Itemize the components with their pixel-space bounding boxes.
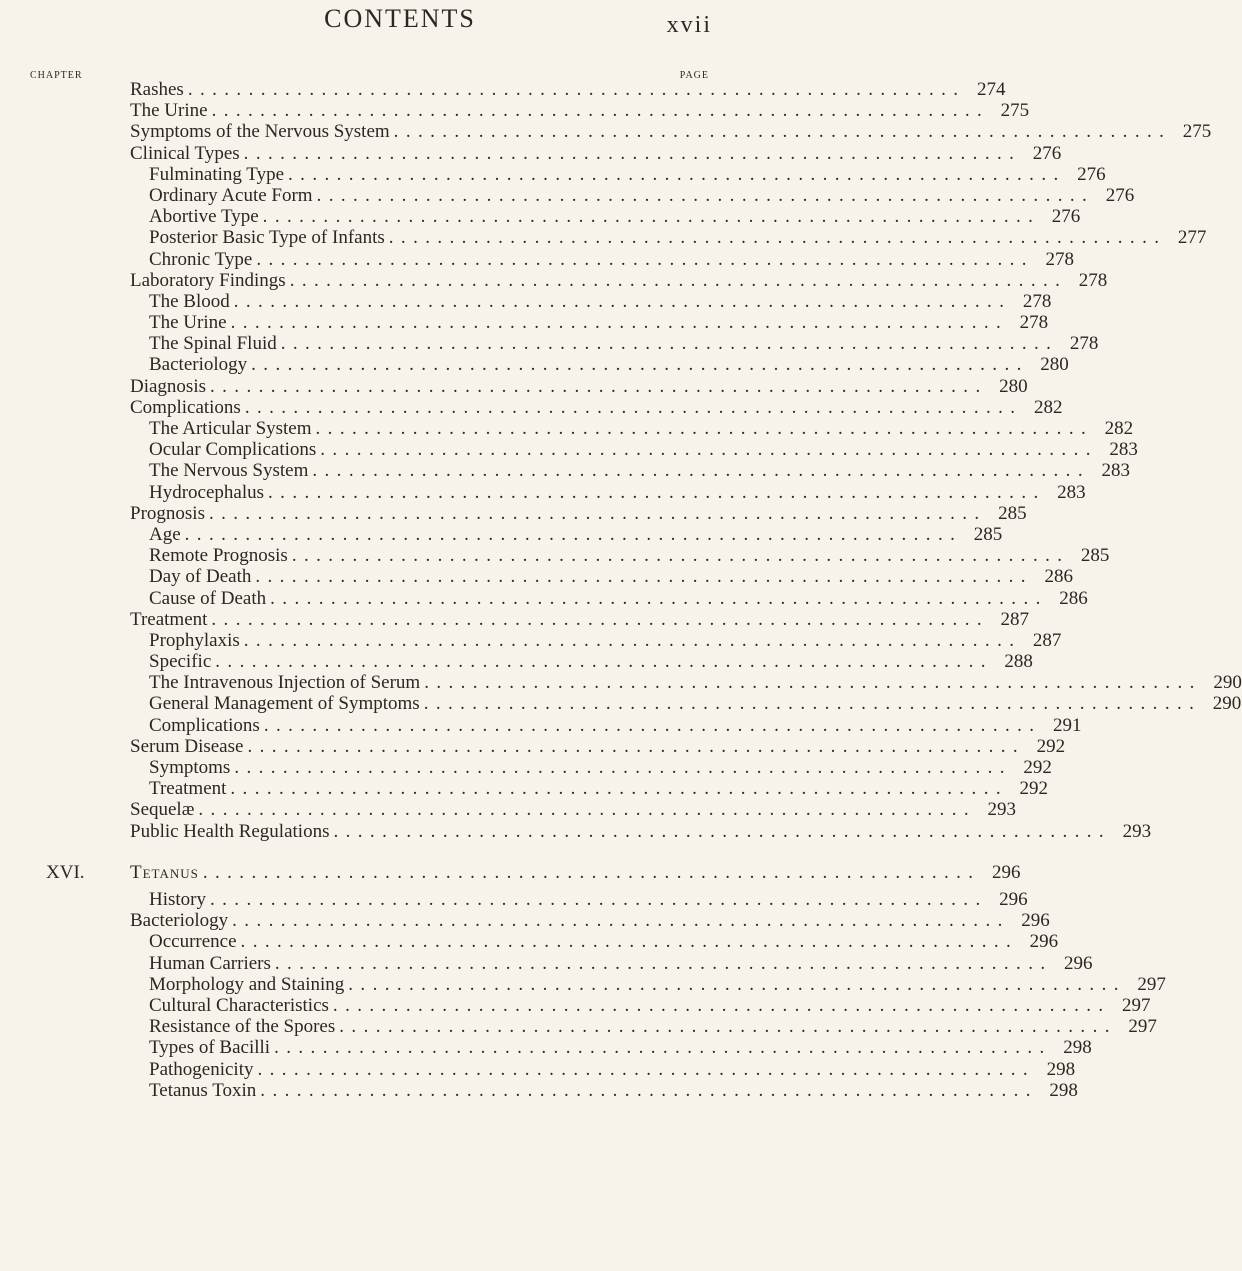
- toc-entry-title: The Intravenous Injection of Serum: [149, 672, 421, 694]
- toc-entry: [130, 545, 1110, 567]
- toc-entry: [130, 375, 1028, 397]
- dot-leader: ................................................................: [393, 121, 1172, 143]
- toc-entry-title: The Nervous System: [149, 460, 309, 482]
- toc-entry: [130, 735, 1066, 757]
- toc-entry-title: Symptoms: [149, 757, 231, 778]
- dot-leader: ................................................................: [184, 523, 963, 545]
- toc-entry-page: 276: [1051, 206, 1081, 228]
- toc-entry-title: General Management of Symptoms: [149, 693, 420, 715]
- toc-entry: [130, 566, 1073, 588]
- dot-leader: ................................................................: [424, 672, 1202, 694]
- toc-entry-title: Human Carriers: [149, 952, 271, 974]
- dot-leader: ................................................................: [315, 418, 1094, 439]
- dot-leader: ................................................................: [211, 100, 990, 122]
- toc-entry: [130, 587, 1088, 609]
- toc-entry-title: Occurrence: [149, 931, 237, 953]
- toc-entry-page: 297: [1128, 1016, 1157, 1038]
- toc-entry: [130, 778, 1049, 800]
- toc-entry: [130, 714, 1082, 736]
- dot-leader: ................................................................: [240, 931, 1019, 953]
- toc-entry-page: 297: [1137, 973, 1166, 995]
- toc-entry-page: 287: [1000, 608, 1030, 630]
- toc-entry-title: Bacteriology: [130, 910, 229, 932]
- toc-entry: [130, 354, 1069, 376]
- dot-leader: ................................................................: [423, 693, 1202, 715]
- toc-entry-title: Pathogenicity: [149, 1058, 254, 1080]
- dot-leader: ................................................................: [289, 269, 1068, 291]
- toc-entry: [130, 502, 1027, 524]
- toc-entry-title: Bacteriology: [149, 354, 248, 376]
- toc-entry-title: Diagnosis: [130, 375, 206, 397]
- toc-entry-title: The Blood: [149, 290, 230, 312]
- dot-leader: ................................................................: [291, 545, 1070, 567]
- dot-leader: ................................................................: [243, 629, 1022, 651]
- toc-entry-page: 298: [1049, 1079, 1078, 1101]
- dot-leader: ................................................................: [263, 714, 1042, 736]
- toc-section-b: [46, 856, 1166, 1101]
- toc-entry-page: 282: [1104, 418, 1134, 439]
- toc-entry: [130, 206, 1081, 228]
- toc-entry-page: 292: [1036, 735, 1066, 757]
- toc-entry-page: 298: [1063, 1037, 1092, 1059]
- toc-entry-page: 285: [973, 523, 1003, 545]
- toc-entry: [130, 460, 1130, 482]
- toc-entry: [130, 333, 1099, 355]
- toc-entry: [130, 121, 1212, 143]
- toc-entry-title: Prognosis: [130, 502, 205, 524]
- dot-leader: ................................................................: [208, 502, 987, 524]
- dot-leader: ................................................................: [255, 566, 1033, 588]
- page-column-label: PAGE: [679, 70, 709, 81]
- toc-entry: [130, 100, 1030, 122]
- toc-entry-title: The Articular System: [149, 418, 312, 439]
- dot-leader: ................................................................: [274, 952, 1053, 974]
- dot-leader: ................................................................: [230, 312, 1009, 334]
- toc-entry-page: 278: [1045, 248, 1074, 270]
- header-title: CONTENTS: [324, 4, 476, 33]
- toc-entry: [130, 396, 1063, 418]
- toc-entry: [130, 439, 1138, 461]
- toc-entry: [130, 184, 1135, 206]
- toc-entry: [130, 629, 1062, 651]
- toc-entry-page: 276: [1077, 163, 1106, 185]
- dot-leader: ................................................................: [232, 910, 1010, 932]
- toc-entry-page: 277: [1177, 227, 1207, 249]
- toc-entry: [130, 973, 1166, 995]
- chapter-page: 296: [991, 862, 1021, 883]
- chapter-number: XVI.: [46, 862, 85, 883]
- toc-entry-title: Posterior Basic Type of Infants: [149, 227, 385, 249]
- chapter-column-label: CHAPTER: [30, 70, 83, 81]
- toc-entry-page: 276: [1105, 184, 1135, 206]
- dot-leader: ................................................................: [270, 587, 1048, 609]
- toc-entry-title: Treatment: [149, 778, 227, 800]
- dot-leader: ................................................................: [320, 439, 1098, 461]
- toc-entry: [130, 290, 1052, 312]
- toc-entry: [130, 931, 1059, 953]
- toc-entry-title: Fulminating Type: [149, 163, 285, 185]
- toc-entry-page: 290: [1212, 693, 1242, 715]
- toc-entry: [130, 889, 1028, 910]
- toc-entry-title: Sequelæ: [130, 799, 195, 821]
- toc-entry-title: Ordinary Acute Form: [149, 184, 313, 206]
- toc-entry-page: 286: [1044, 566, 1073, 588]
- toc-entry: [130, 418, 1134, 439]
- toc-entry-title: Serum Disease: [130, 735, 244, 757]
- dot-leader: ................................................................: [230, 778, 1009, 800]
- toc-entry-title: Hydrocephalus: [149, 481, 265, 503]
- dot-leader: ................................................................: [256, 248, 1034, 270]
- toc-entry-title: History: [149, 889, 206, 910]
- dot-leader: ................................................................: [210, 889, 988, 910]
- toc-entry: [130, 820, 1152, 842]
- toc-entry: [130, 757, 1052, 778]
- toc-entry-title: Tetanus Toxin: [149, 1079, 257, 1101]
- toc-entry: [130, 1037, 1092, 1059]
- dot-leader: ................................................................: [244, 396, 1023, 418]
- toc-entry-page: 278: [1069, 333, 1099, 355]
- toc-entry: [130, 799, 1016, 821]
- dot-leader: ................................................................: [210, 375, 988, 397]
- toc-entry-title: Specific: [149, 651, 212, 673]
- chapter-heading-row: [46, 856, 1021, 889]
- toc-entry-page: 285: [998, 502, 1027, 524]
- toc-entry-title: Ocular Complications: [149, 439, 317, 461]
- toc-entry-page: 286: [1059, 587, 1088, 609]
- dot-leader: ................................................................: [198, 799, 976, 821]
- toc-entry-title: Treatment: [130, 608, 208, 630]
- toc-entry-title: Clinical Types: [130, 142, 240, 164]
- dot-leader: ................................................................: [316, 184, 1095, 206]
- toc-entry-page: 278: [1019, 312, 1049, 334]
- toc-entry-page: 287: [1032, 629, 1062, 651]
- toc-entry-title: Resistance of the Spores: [149, 1016, 336, 1038]
- toc-entry-page: 285: [1080, 545, 1110, 567]
- dot-leader: ................................................................: [333, 820, 1112, 842]
- toc-entry-page: 292: [1023, 757, 1052, 778]
- toc-entry-title: Morphology and Staining: [149, 973, 345, 995]
- toc-entry-page: 278: [1078, 269, 1108, 291]
- toc-entry-title: Abortive Type: [149, 206, 259, 228]
- toc-entry-page: 275: [1182, 121, 1212, 143]
- toc-entry-title: Cause of Death: [149, 587, 267, 609]
- toc-entry-page: 280: [1040, 354, 1069, 376]
- toc-entry-page: 297: [1122, 994, 1151, 1016]
- toc-entry-page: 296: [1064, 952, 1093, 974]
- dot-leader: ................................................................: [268, 481, 1046, 503]
- toc-entry-page: 296: [1029, 931, 1059, 953]
- toc-entry: [130, 163, 1106, 185]
- toc-entry-title: Age: [149, 523, 181, 545]
- dot-leader: ................................................................: [332, 994, 1111, 1016]
- toc-entry-title: Chronic Type: [149, 248, 253, 270]
- toc-entry: [130, 1079, 1078, 1101]
- toc-entry: [130, 481, 1086, 503]
- toc-section-a: [130, 79, 1242, 842]
- dot-leader: ................................................................: [339, 1016, 1117, 1038]
- toc-entry-page: 291: [1052, 714, 1082, 736]
- toc-entry: [130, 248, 1074, 270]
- toc-entry-page: 293: [987, 799, 1016, 821]
- toc-entry-page: 298: [1046, 1058, 1076, 1080]
- toc-entry-title: Rashes: [130, 79, 184, 100]
- toc-entry-title: The Spinal Fluid: [149, 333, 277, 355]
- toc-entry: [130, 1016, 1157, 1038]
- toc-entry-title: Laboratory Findings: [130, 269, 286, 291]
- toc-entry: [130, 994, 1151, 1016]
- toc-entry: [130, 651, 1033, 673]
- dot-leader: ................................................................: [215, 651, 993, 673]
- toc-entry-page: 283: [1101, 460, 1130, 482]
- toc-entry-page: 278: [1022, 290, 1052, 312]
- toc-entry-page: 296: [999, 889, 1028, 910]
- toc-entry: [130, 142, 1062, 164]
- dot-leader: ................................................................: [348, 973, 1126, 995]
- toc-entry-title: Types of Bacilli: [149, 1037, 271, 1059]
- toc-entry: [130, 910, 1050, 932]
- toc-entry-page: 275: [1000, 100, 1030, 122]
- dot-leader: ................................................................: [247, 735, 1026, 757]
- toc-entry: [130, 1058, 1076, 1080]
- toc-entry: [130, 312, 1049, 334]
- toc-entry-title: Cultural Characteristics: [149, 994, 329, 1016]
- page-number-roman: xvii: [666, 12, 712, 38]
- dot-leader: ................................................................: [233, 290, 1012, 312]
- toc-entry: [130, 672, 1242, 694]
- toc-entry: [130, 523, 1003, 545]
- toc-entry: [130, 693, 1242, 715]
- dot-leader: ................................................................: [234, 757, 1012, 778]
- toc-entry-title: Remote Prognosis: [149, 545, 288, 567]
- dot-leader: ................................................................: [243, 142, 1022, 164]
- chapter-title: Tetanus: [130, 862, 199, 883]
- toc-entry-page: 292: [1019, 778, 1049, 800]
- dot-leader: ................................................................: [262, 206, 1041, 228]
- dot-leader: ................................................................: [312, 460, 1090, 482]
- toc-entry-page: 288: [1004, 651, 1033, 673]
- dot-leader: ................................................................: [274, 1037, 1052, 1059]
- toc-entry: [130, 227, 1207, 249]
- dot-leader: ................................................................: [211, 608, 990, 630]
- dot-leader: ................................................................: [388, 227, 1167, 249]
- dot-leader: ................................................................: [187, 79, 966, 100]
- toc-entry: [130, 952, 1093, 974]
- toc-entry-page: 282: [1033, 396, 1063, 418]
- toc-entry-title: Public Health Regulations: [130, 820, 330, 842]
- toc-entry: [130, 608, 1030, 630]
- dot-leader: ................................................................: [288, 163, 1066, 185]
- toc-entry-title: The Urine: [130, 100, 208, 122]
- toc-entry: [130, 79, 1006, 100]
- toc-entry-page: 276: [1032, 142, 1062, 164]
- dot-leader: ................................................................: [257, 1058, 1036, 1080]
- toc-entry-title: Complications: [130, 396, 241, 418]
- toc-entry-title: Complications: [149, 714, 260, 736]
- toc-entry-title: The Urine: [149, 312, 227, 334]
- toc-entry: [130, 269, 1108, 291]
- toc-entry-title: Day of Death: [149, 566, 252, 588]
- toc-entry-page: 293: [1122, 820, 1152, 842]
- toc-entry-page: 283: [1057, 481, 1086, 503]
- toc-entry-title: Prophylaxis: [149, 629, 240, 651]
- toc-entry-page: 283: [1109, 439, 1138, 461]
- dot-leader: ................................................................: [251, 354, 1029, 376]
- toc-entry-page: 296: [1021, 910, 1050, 932]
- toc-entry-page: 274: [976, 79, 1006, 100]
- toc-entry-page: 280: [999, 375, 1028, 397]
- dot-leader: ................................................................: [280, 333, 1059, 355]
- toc-entry-page: 290: [1213, 672, 1242, 694]
- toc-entry-title: Symptoms of the Nervous System: [130, 121, 390, 143]
- dot-leader: ................................................................: [260, 1079, 1038, 1101]
- dot-leader: ................................................................: [202, 862, 981, 883]
